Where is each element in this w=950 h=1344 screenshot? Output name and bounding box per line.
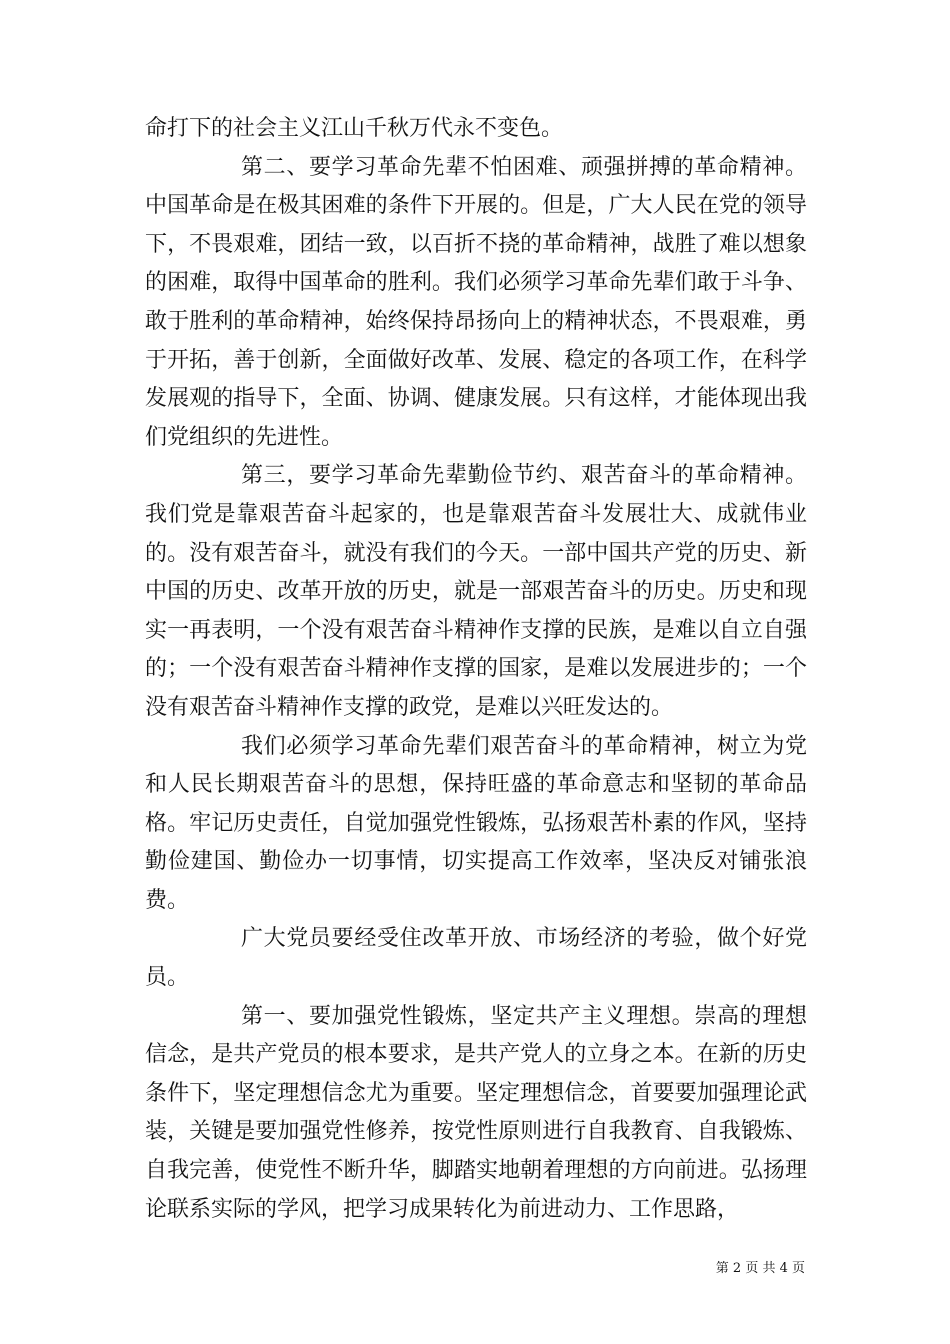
paragraph-4: 我们必须学习革命先辈们艰苦奋斗的革命精神，树立为党和人民长期艰苦奋斗的思想，保持旺盛的革命意志和坚韧的革命品格。牢记历史责任，自觉加强党性锻炼，弘扬艰苦朴素的作风，坚持勤俭建国、勤俭办一切事情，切实提高工作效率，坚决反对铺张浪费。 xyxy=(145,733,807,913)
paragraph-5: 广大党员要经受住改革开放、市场经济的考验，做个好党员。 xyxy=(145,926,807,991)
document-body xyxy=(145,110,807,1229)
paragraph-1: 命打下的社会主义江山千秋万代永不变色。 xyxy=(145,116,564,141)
paragraph-6: 第一、要加强党性锻炼，坚定共产主义理想。崇高的理想信念，是共产党员的根本要求，是共产党人的立身之本。在新的历史条件下，坚定理想信念尤为重要。坚定理想信念，首要要加强理论武装，关键是要加强党性修养，按党性原则进行自我教育、自我锻炼、自我完善，使党性不断升华，脚踏实地朝着理想的方向前进。弘扬理论联系实际的学风，把学习成果转化为前进动力、工作思路， xyxy=(145,1003,807,1222)
page-number-footer: 第 2 页 共 4 页 xyxy=(715,1261,805,1276)
paragraph-2: 第二、要学习革命先辈不怕困难、顽强拼搏的革命精神。中国革命是在极其困难的条件下开展的。但是，广大人民在党的领导下，不畏艰难，团结一致，以百折不挠的革命精神，战胜了难以想象的困难，取得中国革命的胜利。我们必须学习革命先辈们敢于斗争、敢于胜利的革命精神，始终保持昂扬向上的精神状态，不畏艰难，勇于开拓，善于创新，全面做好改革、发展、稳定的各项工作，在科学发展观的指导下，全面、协调、健康发展。只有这样，才能体现出我们党组织的先进性。 xyxy=(145,154,807,450)
paragraph-3: 第三，要学习革命先辈勤俭节约、艰苦奋斗的革命精神。我们党是靠艰苦奋斗起家的，也是靠艰苦奋斗发展壮大、成就伟业的。没有艰苦奋斗，就没有我们的今天。一部中国共产党的历史、新中国的历史、改革开放的历史，就是一部艰苦奋斗的历史。历史和现实一再表明，一个没有艰苦奋斗精神作支撑的民族，是难以自立自强的；一个没有艰苦奋斗精神作支撑的国家，是难以发展进步的；一个没有艰苦奋斗精神作支撑的政党，是难以兴旺发达的。 xyxy=(145,463,807,720)
